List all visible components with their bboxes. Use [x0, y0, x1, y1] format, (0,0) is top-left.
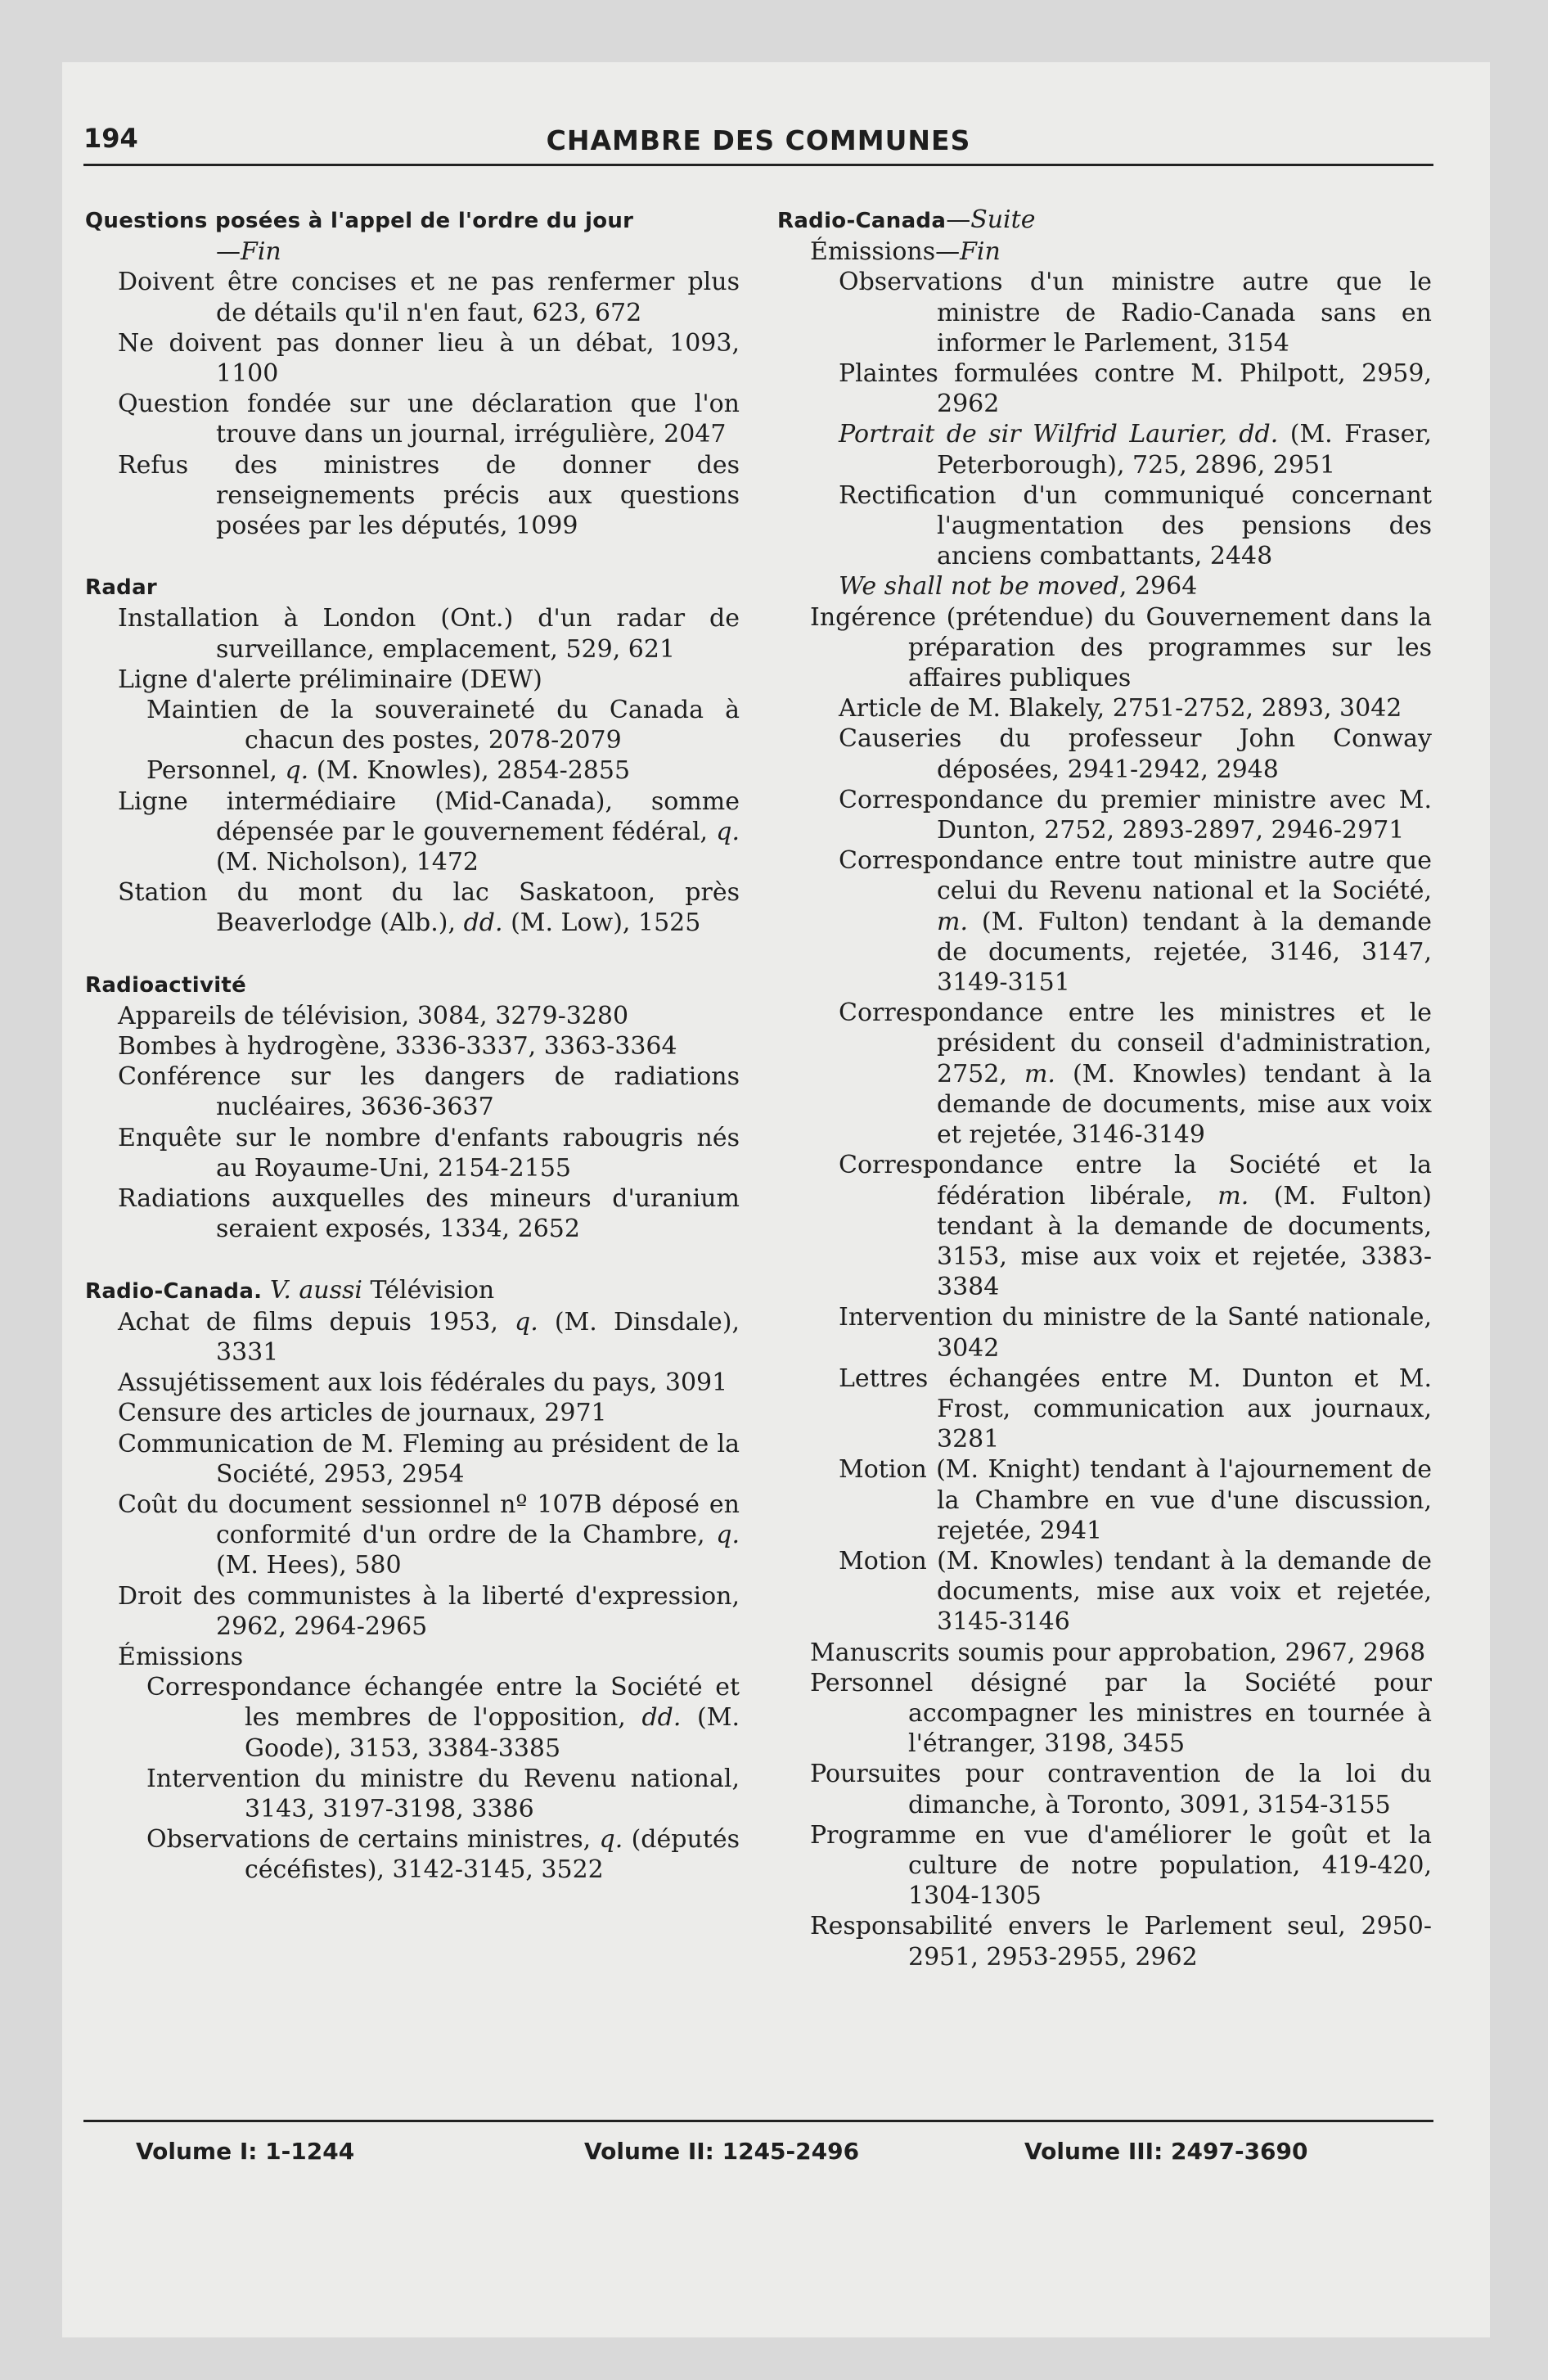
index-entry: Correspondance échangée entre la Société et les membres de l'opposition, dd. (M. Goode), 3153, 3384-3385 [146, 1673, 740, 1763]
index-entry: Personnel désigné par la Société pour accompagner les ministres en tournée à l'étranger, 3198, 3455 [810, 1668, 1432, 1759]
index-entry: Coût du document sessionnel nº 107B déposé en conformité d'un ordre de la Chambre, q. (M. Hees), 580 [118, 1490, 740, 1580]
index-entry: Manuscrits soumis pour approbation, 2967, 2968 [810, 1638, 1426, 1667]
index-heading: Radio-Canada. V. aussi Télévision [85, 1275, 495, 1305]
index-entry: Observations de certains ministres, q. (députés cécéfistes), 3142-3145, 3522 [146, 1825, 740, 1885]
index-column-right [777, 205, 1432, 1972]
index-entry: Motion (M. Knight) tendant à l'ajournement de la Chambre en vue d'une discussion, rejetée, 2941 [839, 1455, 1432, 1545]
index-entry: Émissions [118, 1642, 244, 1671]
index-entry: —Fin [216, 237, 281, 267]
index-heading: Questions posées à l'appel de l'ordre du jour [85, 209, 634, 233]
page-number: 194 [83, 123, 138, 154]
index-entry: Droit des communistes à la liberté d'expression, 2962, 2964-2965 [118, 1581, 740, 1641]
index-entry: Installation à London (Ont.) d'un radar de surveillance, emplacement, 529, 621 [118, 604, 740, 664]
index-entry: Enquête sur le nombre d'enfants rabougris nés au Royaume-Uni, 2154-2155 [118, 1123, 740, 1183]
index-entry: Maintien de la souveraineté du Canada à chacun des postes, 2078-2079 [146, 696, 740, 755]
index-entry: Personnel, q. (M. Knowles), 2854-2855 [146, 756, 631, 786]
index-entry: Correspondance entre les ministres et le président du conseil d'administration, 2752, m. (M. Knowles) tendant à la demande de documents, mise aux voix et rejetée, 3146-3149 [839, 998, 1432, 1150]
footer-volume-3: Volume III: 2497-3690 [1024, 2138, 1308, 2165]
index-entry: Correspondance entre tout ministre autre que celui du Revenu national et la Société, m. (M. Fulton) tendant à la demande de documents, rejetée, 3146, 3147, 3149-3151 [839, 846, 1432, 998]
index-entry: Ingérence (prétendue) du Gouvernement dans la préparation des programmes sur les affaires publiques [810, 602, 1432, 693]
index-heading: Radio-Canada—Suite [777, 205, 1036, 234]
index-entry: Motion (M. Knowles) tendant à la demande de documents, mise aux voix et rejetée, 3145-3146 [839, 1546, 1432, 1637]
index-entry: Ligne d'alerte préliminaire (DEW) [118, 665, 542, 694]
index-entry: Bombes à hydrogène, 3336-3337, 3363-3364 [118, 1032, 677, 1062]
footer-volume-1: Volume I: 1-1244 [136, 2138, 355, 2165]
running-title: CHAMBRE DES COMMUNES [546, 124, 971, 156]
index-entry: Causeries du professeur John Conway déposées, 2941-2942, 2948 [839, 724, 1432, 784]
index-entry: Portrait de sir Wilfrid Laurier, dd. (M. Fraser, Peterborough), 725, 2896, 2951 [839, 420, 1433, 480]
index-entry: Censure des articles de journaux, 2971 [118, 1399, 607, 1428]
index-entry: Conférence sur les dangers de radiations nucléaires, 3636-3637 [118, 1062, 740, 1122]
page-header [83, 115, 1433, 166]
index-entry: Assujétissement aux lois fédérales du pays, 3091 [118, 1368, 728, 1398]
index-entry: Appareils de télévision, 3084, 3279-3280 [118, 1001, 629, 1030]
index-entry: Intervention du ministre du Revenu national, 3143, 3197-3198, 3386 [146, 1764, 740, 1823]
index-entry: Responsabilité envers le Parlement seul, 2950-2951, 2953-2955, 2962 [810, 1912, 1432, 1972]
index-entry: Poursuites pour contravention de la loi du dimanche, à Toronto, 3091, 3154-3155 [810, 1760, 1432, 1819]
footer-rule [83, 2120, 1433, 2122]
index-entry: Rectification d'un communiqué concernant l'augmentation des pensions des anciens combattants, 2448 [839, 480, 1432, 571]
index-entry: Communication de M. Fleming au président de la Société, 2953, 2954 [118, 1429, 740, 1489]
index-entry: Observations d'un ministre autre que le ministre de Radio-Canada sans en informer le Parlement, 3154 [839, 268, 1432, 358]
index-entry: Correspondance entre la Société et la fédération libérale, m. (M. Fulton) tendant à la demande de documents, 3153, mise aux voix et rejetée, 3383-3384 [839, 1151, 1433, 1302]
index-entry: Achat de films depuis 1953, q. (M. Dinsdale), 3331 [118, 1307, 740, 1367]
index-entry: Émissions—Fin [810, 237, 1001, 267]
index-entry: Intervention du ministre de la Santé nationale, 3042 [839, 1303, 1432, 1363]
index-entry: Station du mont du lac Saskatoon, près Beaverlodge (Alb.), dd. (M. Low), 1525 [118, 878, 740, 938]
index-entry: Ligne intermédiaire (Mid-Canada), somme dépensée par le gouvernement fédéral, q. (M. Nicholson), 1472 [118, 787, 740, 877]
index-entry: Article de M. Blakely, 2751-2752, 2893, 3042 [839, 694, 1402, 723]
index-entry: Ne doivent pas donner lieu à un débat, 1093, 1100 [118, 328, 740, 389]
index-entry: Doivent être concises et ne pas renfermer plus de détails qu'il n'en faut, 623, 672 [118, 268, 740, 327]
index-heading: Radioactivité [85, 972, 247, 998]
index-entry: Programme en vue d'améliorer le goût et la culture de notre population, 419-420, 1304-1305 [810, 1820, 1432, 1911]
index-entry: Question fondée sur une déclaration que l'on trouve dans un journal, irrégulière, 2047 [118, 390, 740, 449]
index-entry: We shall not be moved, 2964 [839, 572, 1198, 602]
footer-volume-2: Volume II: 1245-2496 [584, 2138, 860, 2165]
index-entry: Radiations auxquelles des mineurs d'uranium seraient exposés, 1334, 2652 [118, 1184, 740, 1244]
index-entry: Lettres échangées entre M. Dunton et M. Frost, communication aux journaux, 3281 [839, 1364, 1432, 1454]
index-entry: Plaintes formulées contre M. Philpott, 2959, 2962 [839, 359, 1432, 419]
index-entry: Refus des ministres de donner des renseignements précis aux questions posées par les députés, 1099 [118, 450, 740, 541]
index-entry: Correspondance du premier ministre avec M. Dunton, 2752, 2893-2897, 2946-2971 [839, 785, 1432, 845]
index-column-left [85, 205, 740, 1886]
index-heading: Radar [85, 575, 158, 601]
